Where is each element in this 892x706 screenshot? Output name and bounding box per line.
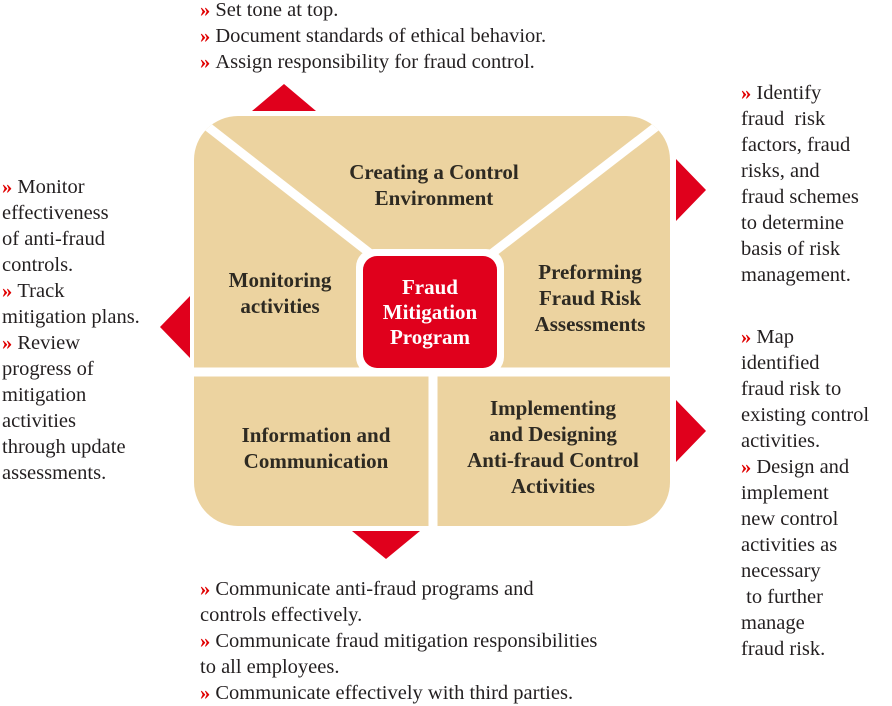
note-text: factors, fraud (741, 134, 851, 156)
note-line (200, 602, 597, 628)
note-line (2, 330, 140, 356)
label-line: Activities (511, 474, 595, 498)
bullet-icon: » (2, 176, 18, 198)
note-line (200, 628, 597, 654)
bullet-icon: » (200, 578, 216, 600)
note-line (741, 236, 859, 262)
label-line: activities (240, 294, 320, 318)
note-text: identified (741, 352, 820, 374)
note-line (741, 210, 859, 236)
note-line (200, 654, 597, 680)
label-line: and Designing (489, 422, 617, 446)
note-line (741, 80, 859, 106)
segment-anti-fraud-controls (438, 395, 668, 499)
label-line: Communication (243, 449, 389, 473)
note-line (741, 184, 859, 210)
note-text: assessments. (2, 462, 107, 484)
segment-information-communication (200, 422, 432, 474)
note-line (2, 356, 140, 382)
note-line (741, 428, 869, 454)
note-text: necessary (741, 560, 821, 582)
segment-monitoring (200, 267, 360, 319)
note-text: Communicate anti-fraud programs and (215, 578, 534, 600)
label-line: Monitoring (228, 268, 332, 292)
note-line (741, 532, 869, 558)
note-line (2, 226, 140, 252)
note-text: implement (741, 482, 829, 504)
note-text: to further (741, 586, 823, 608)
note-line (741, 402, 869, 428)
segment-risk-assessments (508, 259, 672, 337)
label-line: Creating a Control (349, 160, 519, 184)
label-line: Preforming (538, 260, 642, 284)
note-text: Identify (756, 82, 822, 104)
note-text: fraud risk. (741, 638, 826, 660)
notes-right-bottom (741, 324, 869, 662)
note-text: existing control (741, 404, 870, 426)
note-line (200, 680, 597, 706)
note-text: activities. (741, 430, 821, 452)
note-text: Track (17, 280, 65, 302)
note-line (2, 304, 140, 330)
note-text: effectiveness (2, 202, 109, 224)
note-text: of anti-fraud (2, 228, 106, 250)
note-line (741, 584, 869, 610)
note-line (2, 252, 140, 278)
note-text: manage (741, 612, 805, 634)
bullet-icon: » (200, 51, 216, 73)
note-text: controls. (2, 254, 74, 276)
note-text: Communicate fraud mitigation responsibilities (215, 630, 598, 652)
bullet-icon: » (741, 456, 757, 478)
note-line (2, 200, 140, 226)
note-text: Assign responsibility for fraud control. (215, 51, 535, 73)
notes-right-top (741, 80, 859, 288)
note-text: basis of risk (741, 238, 841, 260)
label-line: Fraud Risk (538, 286, 642, 310)
segment-control-environment (320, 159, 548, 211)
note-text: mitigation plans. (2, 306, 140, 328)
label-line: Assessments (534, 312, 646, 336)
note-line (741, 506, 869, 532)
note-text: new control (741, 508, 839, 530)
note-line (200, 49, 546, 75)
note-line (200, 0, 546, 23)
note-line (200, 576, 597, 602)
note-line (741, 480, 869, 506)
note-line (2, 408, 140, 434)
note-line (741, 558, 869, 584)
note-text: management. (741, 264, 851, 286)
note-text: Review (17, 332, 80, 354)
bullet-icon: » (200, 682, 216, 704)
arrow-up-icon (252, 84, 316, 111)
note-line (741, 376, 869, 402)
notes-bottom (200, 576, 597, 706)
note-text: risks, and (741, 160, 820, 182)
label-line: Fraud (401, 274, 458, 299)
note-text: Map (756, 326, 794, 348)
note-line (741, 158, 859, 184)
bullet-icon: » (200, 630, 216, 652)
note-line (741, 262, 859, 288)
arrow-right-icon (676, 159, 706, 221)
note-line (741, 610, 869, 636)
arrow-left-icon (160, 296, 190, 358)
notes-top (200, 0, 546, 75)
label-line: Mitigation (382, 299, 478, 324)
bullet-icon: » (200, 25, 216, 47)
label-line: Environment (374, 186, 494, 210)
label-line: Information and (241, 423, 391, 447)
note-text: Set tone at top. (215, 0, 339, 21)
note-text: progress of (2, 358, 94, 380)
note-line (2, 434, 140, 460)
note-text: Communicate effectively with third parties. (215, 682, 574, 704)
note-line (2, 382, 140, 408)
note-line (741, 350, 869, 376)
label-line: Anti-fraud Control (467, 448, 639, 472)
center-program-label (363, 256, 497, 368)
note-text: fraud risk (741, 108, 826, 130)
note-line (741, 636, 869, 662)
note-text: to all employees. (200, 656, 340, 678)
label-line: Implementing (490, 396, 616, 420)
note-line (741, 324, 869, 350)
note-text: Monitor (17, 176, 85, 198)
bullet-icon: » (741, 82, 757, 104)
note-text: Design and (756, 456, 850, 478)
note-line (2, 278, 140, 304)
note-line (200, 23, 546, 49)
arrow-down-icon (352, 531, 420, 559)
bullet-icon: » (2, 280, 18, 302)
bullet-icon: » (741, 326, 757, 348)
note-text: activities (2, 410, 77, 432)
note-line (2, 174, 140, 200)
note-line (741, 132, 859, 158)
note-text: through update (2, 436, 126, 458)
arrow-right-lower-icon (676, 400, 706, 462)
note-text: fraud schemes (741, 186, 859, 208)
note-text: controls effectively. (200, 604, 363, 626)
note-text: mitigation (2, 384, 87, 406)
note-text: Document standards of ethical behavior. (215, 25, 547, 47)
bullet-icon: » (200, 0, 216, 21)
label-line: Program (389, 324, 471, 349)
note-text: to determine (741, 212, 845, 234)
notes-left (2, 174, 140, 486)
note-line (2, 460, 140, 486)
note-line (741, 454, 869, 480)
note-line (741, 106, 859, 132)
note-text: fraud risk to (741, 378, 842, 400)
bullet-icon: » (2, 332, 18, 354)
note-text: activities as (741, 534, 838, 556)
